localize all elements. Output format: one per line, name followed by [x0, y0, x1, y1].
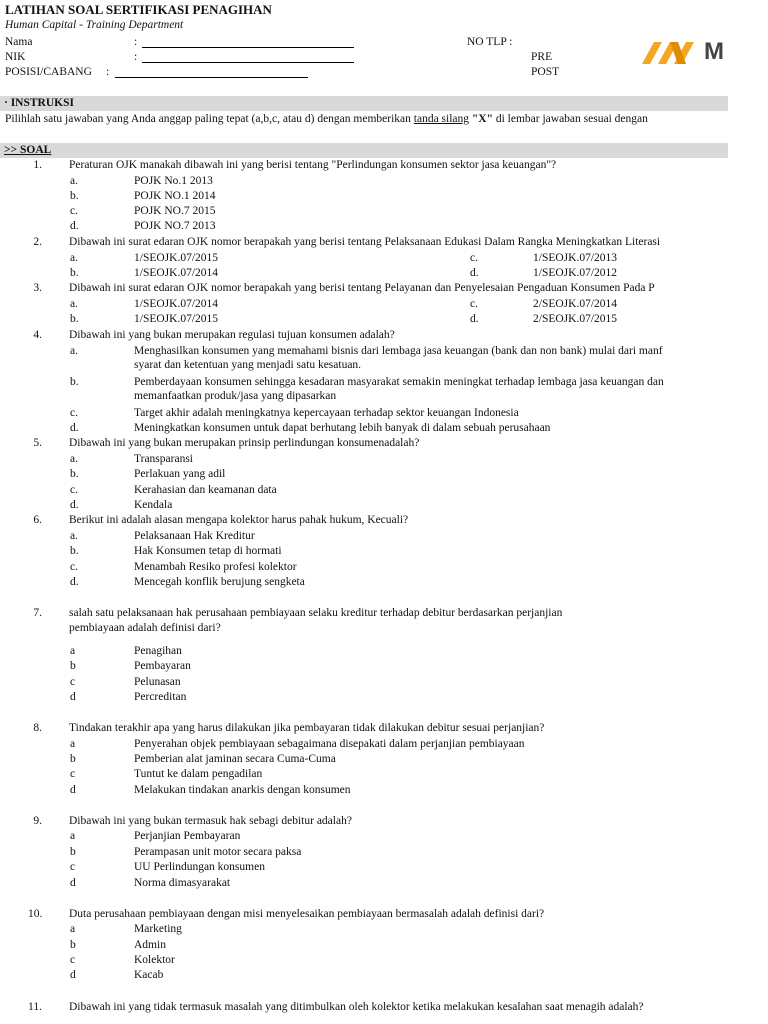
option-letter[interactable]: a. — [70, 298, 78, 310]
option-text: Kerahasian dan keamanan data — [134, 484, 277, 496]
instruksi-text — [5, 113, 648, 125]
instruksi-text-a: Pilihlah satu jawaban yang Anda anggap paling tepat (a,b,c, atau d) dengan memberikan — [5, 113, 414, 125]
option-letter[interactable]: d. — [70, 220, 79, 232]
option-text-continued: memanfaatkan produk/jasa yang dipasarkan — [134, 390, 337, 402]
option-letter[interactable]: d. — [470, 267, 479, 279]
question-number: 2. — [33, 236, 42, 248]
question-text: Dibawah ini yang tidak termasuk masalah yang ditimbulkan oleh kolektor ketika melakukan kesalahan saat menagih adalah? — [69, 1001, 644, 1013]
option-text: 1/SEOJK.07/2013 — [533, 252, 618, 264]
option-text: POJK NO.1 2014 — [134, 190, 216, 202]
question-text: Dibawah ini surat edaran OJK nomor berapakah yang berisi tentang Pelaksanaan Edukasi Dalam Rangka Meningkatkan Literasi — [69, 236, 661, 248]
option-text: POJK No.1 2013 — [134, 175, 213, 187]
question-text: Dibawah ini yang bukan merupakan prinsip perlindungan konsumenadalah? — [69, 437, 420, 449]
option-letter[interactable]: b. — [70, 190, 79, 202]
question-text: Dibawah ini yang bukan merupakan regulasi tujuan konsumen adalah? — [69, 329, 395, 341]
instruksi-underlined: tanda silang — [413, 113, 470, 125]
option-letter[interactable]: c. — [70, 484, 78, 496]
option-text: Admin — [134, 939, 166, 951]
option-text: Target akhir adalah meningkatnya kepercayaan terhadap sektor keuangan Indonesia — [134, 407, 519, 419]
option-letter[interactable]: b. — [70, 545, 79, 557]
option-text: 1/SEOJK.07/2015 — [134, 313, 219, 325]
option-letter[interactable]: a. — [70, 453, 78, 465]
option-letter[interactable]: d. — [70, 499, 79, 511]
option-text: Hak Konsumen tetap di hormati — [134, 545, 282, 557]
option-letter[interactable]: a — [70, 645, 76, 657]
option-letter[interactable]: d. — [70, 576, 79, 588]
option-text: Norma dimasyarakat — [134, 877, 231, 889]
option-text: Perjanjian Pembayaran — [134, 830, 241, 842]
option-text: 1/SEOJK.07/2014 — [134, 267, 219, 279]
option-letter[interactable]: c — [70, 861, 76, 873]
option-letter[interactable]: c — [70, 768, 76, 780]
question-number: 6. — [33, 514, 42, 526]
question-number: 11. — [28, 1001, 42, 1013]
option-text: Mencegah konflik berujung sengketa — [134, 576, 305, 588]
question-text: Peraturan OJK manakah dibawah ini yang berisi tentang "Perlindungan konsumen sektor jasa keuangan"? — [69, 159, 557, 171]
option-text: Kendala — [134, 499, 173, 511]
option-letter[interactable]: a. — [70, 530, 78, 542]
option-text: Meningkatkan konsumen untuk dapat berhutang lebih banyak di dalam sebuah perusahaan — [134, 422, 551, 434]
option-text: Pelaksanaan Hak Kreditur — [134, 530, 255, 542]
option-text: Perampasan unit motor secara paksa — [134, 846, 302, 858]
post-label: POST — [531, 66, 560, 78]
option-letter[interactable]: b. — [70, 376, 79, 388]
question-text-continued: pembiayaan adalah definisi dari? — [69, 622, 221, 634]
option-text: Menambah Resiko profesi kolektor — [134, 561, 297, 573]
option-letter[interactable]: b — [70, 753, 76, 765]
option-letter[interactable]: a — [70, 830, 76, 842]
option-letter[interactable]: c. — [470, 298, 478, 310]
option-text: Menghasilkan konsumen yang memahami bisnis dari lembaga jasa keuangan (bank dan non bank) mulai dari manf — [134, 345, 663, 357]
question-number: 5. — [33, 437, 42, 449]
option-letter[interactable]: c. — [70, 407, 78, 419]
option-letter[interactable]: a. — [70, 252, 78, 264]
notlp-label: NO TLP : — [467, 36, 513, 48]
option-letter[interactable]: b. — [70, 468, 79, 480]
option-text: Pelunasan — [134, 676, 181, 688]
option-text: Perlakuan yang adil — [134, 468, 226, 480]
option-text: Pembayaran — [134, 660, 191, 672]
option-letter[interactable]: c. — [470, 252, 478, 264]
soal-heading: >> SOAL — [4, 144, 52, 156]
question-text: Dibawah ini surat edaran OJK nomor berapakah yang berisi tentang Pelayanan dan Penyelesaian Pengaduan Konsumen Pada P — [69, 282, 655, 294]
nama-colon: : — [134, 36, 138, 48]
option-letter[interactable]: c — [70, 676, 76, 688]
option-letter[interactable]: d — [70, 691, 76, 703]
question-number: 4. — [33, 329, 42, 341]
option-letter[interactable]: a — [70, 738, 76, 750]
pre-label: PRE — [531, 51, 553, 63]
option-letter[interactable]: b — [70, 939, 76, 951]
question-number: 9. — [33, 815, 42, 827]
document-subtitle: Human Capital - Training Department — [5, 19, 184, 31]
option-letter[interactable]: b — [70, 846, 76, 858]
question-number: 1. — [33, 159, 42, 171]
option-text: Transparansi — [134, 453, 193, 465]
option-text: POJK NO.7 2015 — [134, 205, 216, 217]
option-letter[interactable]: a — [70, 923, 76, 935]
posisi-label: POSISI/CABANG — [5, 66, 92, 78]
nama-label: Nama — [5, 36, 33, 48]
instruksi-mark: "X" — [469, 113, 493, 125]
option-text: Kolektor — [134, 954, 175, 966]
question-text: Dibawah ini yang bukan termasuk hak sebagi debitur adalah? — [69, 815, 352, 827]
option-text: 1/SEOJK.07/2012 — [533, 267, 618, 279]
option-letter[interactable]: d — [70, 969, 76, 981]
option-text: Percreditan — [134, 691, 187, 703]
question-number: 8. — [33, 722, 42, 734]
question-number: 10. — [28, 908, 43, 920]
nik-field[interactable] — [142, 62, 354, 63]
nama-field[interactable] — [142, 47, 354, 48]
posisi-colon: : — [106, 66, 110, 78]
document-title: LATIHAN SOAL SERTIFIKASI PENAGIHAN — [5, 2, 272, 17]
question-text: Tindakan terakhir apa yang harus dilakukan jika pembayaran tidak dilakukan debitur sesuai perjanjian? — [69, 722, 545, 734]
option-letter[interactable]: b. — [70, 313, 79, 325]
option-text: UU Perlindungan konsumen — [134, 861, 265, 873]
nik-label: NIK — [5, 51, 26, 63]
option-text: Pemberdayaan konsumen sehingga kesadaran masyarakat semakin meningkat terhadap lembaga jasa keuangan dan — [134, 376, 664, 388]
question-text: Duta perusahaan pembiayaan dengan misi menyelesaikan pembiayaan bermasalah adalah definisi dari? — [69, 908, 545, 920]
option-text: POJK NO.7 2013 — [134, 220, 216, 232]
option-letter[interactable]: a. — [70, 175, 78, 187]
nik-colon: : — [134, 51, 138, 63]
company-logo — [640, 38, 730, 71]
option-text: Penyerahan objek pembiayaan sebagaimana disepakati dalam perjanjian pembiayaan — [134, 738, 525, 750]
option-letter[interactable]: a. — [70, 345, 78, 357]
option-text: 1/SEOJK.07/2014 — [134, 298, 219, 310]
question-text: salah satu pelaksanaan hak perusahaan pembiayaan selaku kreditur terhadap debitur berdasarkan perjanjian — [69, 607, 563, 619]
soal-bar — [0, 143, 728, 158]
option-text: 2/SEOJK.07/2014 — [533, 298, 618, 310]
option-text: Tuntut ke dalam pengadilan — [134, 768, 263, 780]
question-number: 7. — [33, 607, 42, 619]
option-letter[interactable]: b — [70, 660, 76, 672]
option-letter[interactable]: c. — [70, 205, 78, 217]
option-text: Penagihan — [134, 645, 182, 657]
question-text: Berikut ini adalah alasan mengapa kolektor harus pahak hukum, Kecuali? — [69, 514, 409, 526]
question-number: 3. — [33, 282, 42, 294]
option-letter[interactable]: d — [70, 877, 76, 889]
option-letter[interactable]: c — [70, 954, 76, 966]
instruksi-bar — [0, 96, 728, 111]
option-text: Marketing — [134, 923, 182, 935]
option-letter[interactable]: d. — [70, 422, 79, 434]
posisi-field[interactable] — [115, 77, 308, 78]
logo-text: M — [704, 38, 724, 65]
option-text: Pemberian alat jaminan secara Cuma-Cuma — [134, 753, 336, 765]
option-letter[interactable]: d — [70, 784, 76, 796]
option-text: Kacab — [134, 969, 164, 981]
option-letter[interactable]: b. — [70, 267, 79, 279]
option-text-continued: syarat dan ketentuan yang menjadi satu kesatuan. — [134, 359, 362, 371]
instruksi-text-b: di lembar jawaban sesuai dengan — [492, 113, 648, 125]
option-letter[interactable]: c. — [70, 561, 78, 573]
option-text: 1/SEOJK.07/2015 — [134, 252, 219, 264]
option-text: Melakukan tindakan anarkis dengan konsumen — [134, 784, 351, 796]
option-text: 2/SEOJK.07/2015 — [533, 313, 618, 325]
option-letter[interactable]: d. — [470, 313, 479, 325]
instruksi-heading: · INSTRUKSI — [4, 97, 74, 109]
